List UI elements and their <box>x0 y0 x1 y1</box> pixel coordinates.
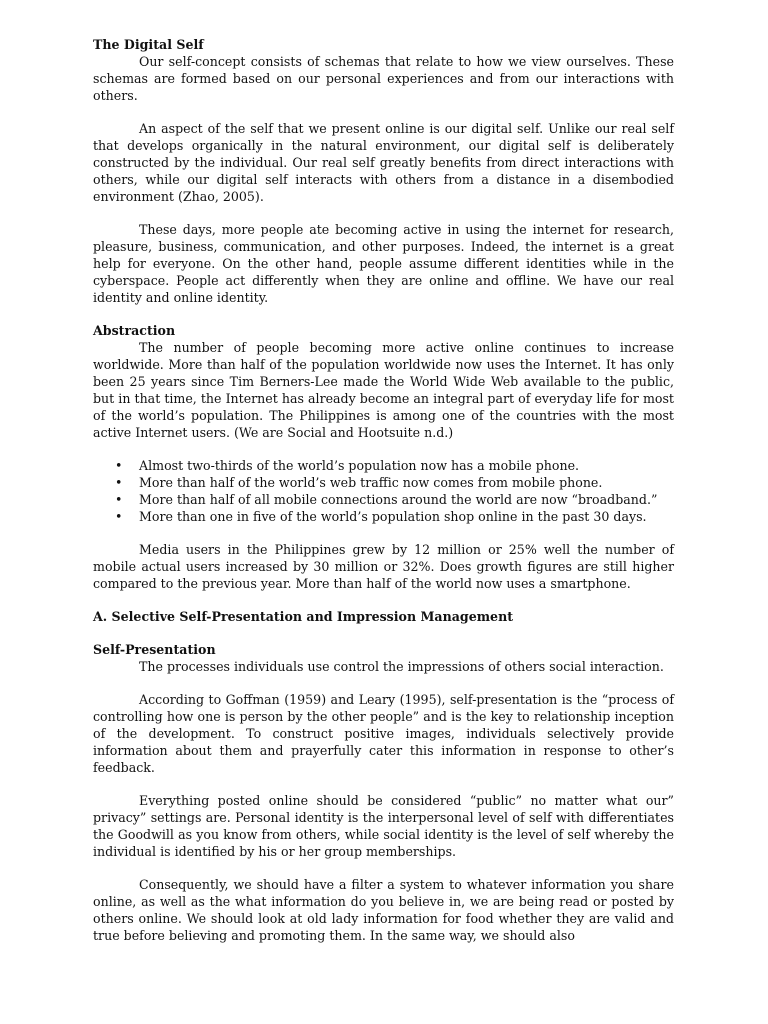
document-page <box>93 36 674 960</box>
paragraph: According to Goffman (1959) and Leary (1995), self-presentation is the “process of controlling how one is person by the other people” and is the key to relationship inception of the development. To construct positive images, individuals selectively provide information about them and prayerfully cater this information in response to other’s feedback. <box>93 692 674 775</box>
paragraph: The processes individuals use control the impressions of others social interaction. <box>139 659 664 674</box>
list-item-text: More than half of the world’s web traffic now comes from mobile phone. <box>139 475 603 490</box>
paragraph: Consequently, we should have a filter a system to whatever information you share online, as well as the what information do you believe in, we are being read or posted by others online. We should look at old lady information for food whether they are valid and true before believing and promoting them. In the same way, we should also <box>93 877 674 943</box>
bullet-icon: • <box>115 458 123 473</box>
subsection-title-self-presentation: Self-Presentation <box>93 642 216 657</box>
section-title-digital-self: The Digital Self <box>93 37 204 52</box>
section-title-abstraction: Abstraction <box>93 323 176 338</box>
bullet-icon: • <box>115 509 123 524</box>
paragraph: These days, more people ate becoming active in using the internet for research, pleasure, business, communication, and other purposes. Indeed, the internet is a great help for everyone. On the other hand, people assume different identities while in the cyberspace. People act differently when they are online and offline. We have our real identity and online identity. <box>93 222 674 305</box>
list-item-text: More than half of all mobile connections around the world are now “broadband.” <box>139 492 658 507</box>
section-title-self-presentation-impression: A. Selective Self-Presentation and Impression Management <box>93 609 514 624</box>
paragraph: Our self-concept consists of schemas that relate to how we view ourselves. These schemas are formed based on our personal experiences and from our interactions with others. <box>93 54 674 103</box>
paragraph: The number of people becoming more active online continues to increase worldwide. More than half of the population worldwide now uses the Internet. It has only been 25 years since Tim Berners-Lee made the World Wide Web available to the public, but in that time, the Internet has already become an integral part of everyday life for most of the world’s population. The Philippines is among one of the countries with the most active Internet users. (We are Social and Hootsuite n.d.) <box>93 340 674 440</box>
list-item <box>93 457 674 474</box>
list-item-text: More than one in five of the world’s population shop online in the past 30 days. <box>139 509 647 524</box>
paragraph: Everything posted online should be considered “public” no matter what our” privacy” settings are. Personal identity is the interpersonal level of self with differentiates the Goodwill as you know from others, while social identity is the level of self whereby the individual is identified by his or her group memberships. <box>93 793 674 859</box>
bullet-icon: • <box>115 475 123 490</box>
list-item <box>93 508 674 525</box>
bullet-icon: • <box>115 492 123 507</box>
list-item <box>93 491 674 508</box>
paragraph: An aspect of the self that we present online is our digital self. Unlike our real self that develops organically in the natural environment, our digital self is deliberately constructed by the individual. Our real self greatly benefits from direct interactions with others, while our digital self interacts with others from a distance in a disembodied environment (Zhao, 2005). <box>93 121 674 204</box>
list-item-text: Almost two-thirds of the world’s population now has a mobile phone. <box>139 458 580 473</box>
bullet-list <box>93 457 674 525</box>
paragraph: Media users in the Philippines grew by 12 million or 25% well the number of mobile actual users increased by 30 million or 32%. Does growth figures are still higher compared to the previous year. More than half of the world now uses a smartphone. <box>93 542 674 591</box>
list-item <box>93 474 674 491</box>
